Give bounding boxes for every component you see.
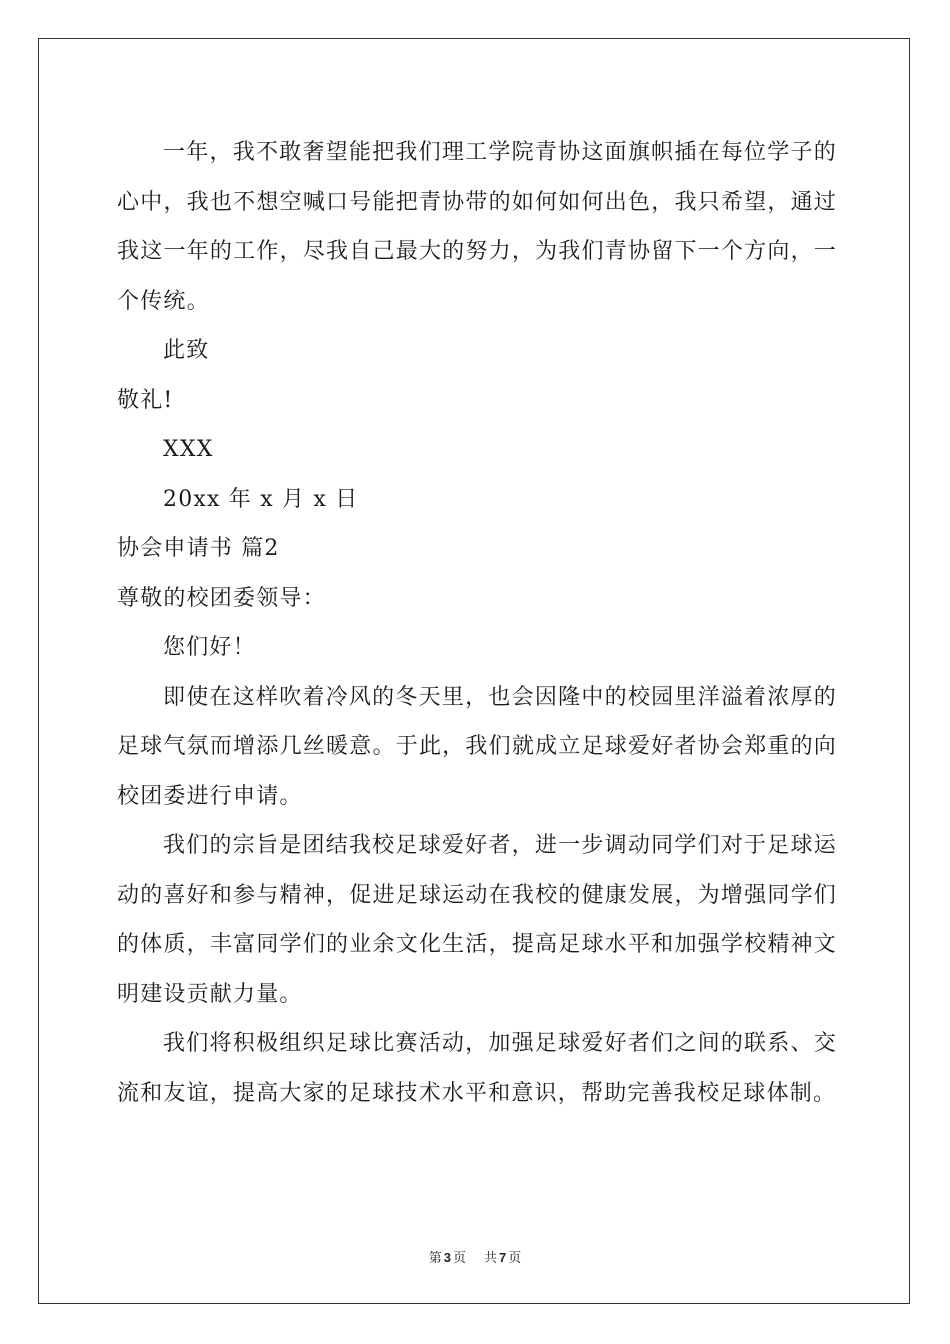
signature-date: 20xx 年 x 月 x 日 xyxy=(163,486,359,512)
paragraph-activities: 我们将积极组织足球比赛活动，加强足球爱好者们之间的联系、交流和友谊，提高大家的足球技术水平和意识，帮助完善我校足球体制。 xyxy=(117,1031,837,1106)
footer-page-suffix: 页 xyxy=(452,1251,466,1266)
paragraph-purpose: 我们的宗旨是团结我校足球爱好者，进一步调动同学们对于足球运动的喜好和参与精神，促进足球运动在我校的健康发展，为增强同学们的体质，丰富同学们的业余文化生活，提高足球水平和加强学校精神文明建设贡献力量。 xyxy=(117,833,837,1007)
paragraph-closing-statement: 一年，我不敢奢望能把我们理工学院青协这面旗帜插在每位学子的心中，我也不想空喊口号能把青协带的如何如何出色，我只希望，通过我这一年的工作，尽我自己最大的努力，为我们青协留下一个方向，一个传统。 xyxy=(117,140,837,314)
paragraph-intro: 即使在这样吹着冷风的冬天里，也会因隆中的校园里洋溢着浓厚的足球气氛而增添几丝暖意。于此，我们就成立足球爱好者协会郑重的向校团委进行申请。 xyxy=(117,684,837,809)
document-body xyxy=(117,128,837,1118)
salutation-jingli: 敬礼! xyxy=(117,387,174,413)
footer-page-number: 3 xyxy=(443,1250,451,1265)
section-heading: 协会申请书 篇2 xyxy=(117,536,280,561)
letter-greeting: 您们好！ xyxy=(163,635,256,660)
footer-total-prefix: 共 xyxy=(484,1251,498,1266)
page-footer xyxy=(0,1247,950,1266)
letter-addressee: 尊敬的校团委领导： xyxy=(117,585,326,611)
salutation-cizhi: 此致 xyxy=(163,338,210,363)
footer-page-prefix: 第 xyxy=(428,1251,442,1266)
footer-total-pages: 7 xyxy=(499,1250,507,1265)
signature-name: XXX xyxy=(163,437,214,462)
footer-total-suffix: 页 xyxy=(508,1251,522,1266)
